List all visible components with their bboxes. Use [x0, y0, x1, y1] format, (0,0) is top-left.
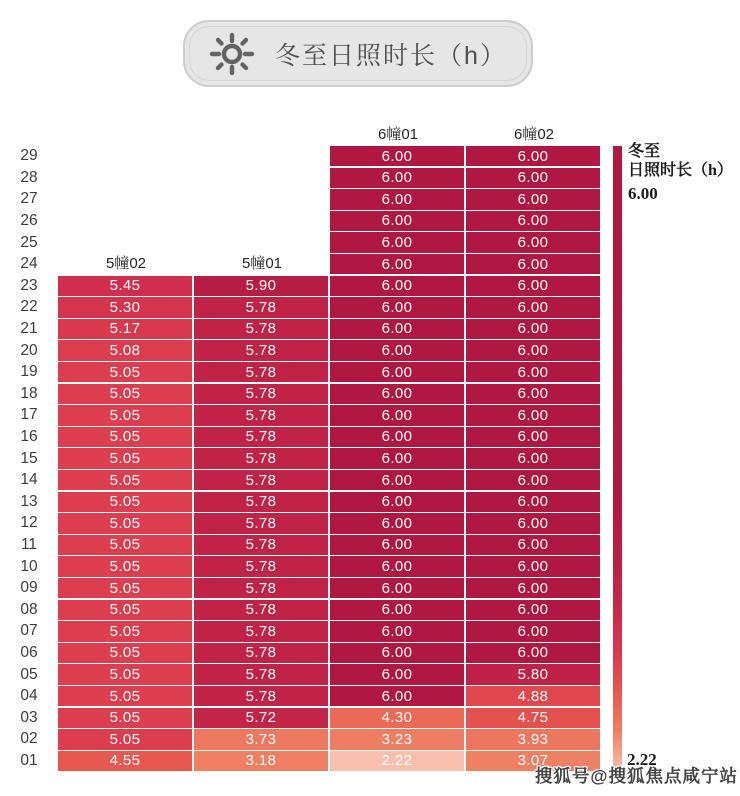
heatmap-cell: 5.78	[194, 340, 328, 360]
heatmap-cell: 4.30	[330, 708, 464, 728]
heatmap-cell: 6.00	[466, 384, 600, 404]
heatmap-cell: 5.78	[194, 297, 328, 317]
heatmap-cell: 5.78	[194, 600, 328, 620]
chart-title-banner	[183, 20, 533, 87]
heatmap-cell: 5.05	[58, 600, 192, 620]
heatmap-cell: 6.00	[330, 578, 464, 598]
heatmap-cell: 6.00	[330, 211, 464, 231]
heatmap-cell: 6.00	[330, 535, 464, 555]
floor-label: 19	[20, 363, 38, 381]
heatmap-cell: 6.00	[330, 362, 464, 382]
floor-label: 21	[20, 319, 38, 337]
heatmap-cell: 5.30	[58, 297, 192, 317]
heatmap-cell: 5.78	[194, 319, 328, 339]
heatmap-cell: 5.78	[194, 535, 328, 555]
floor-label: 09	[20, 579, 38, 597]
floor-label: 20	[20, 341, 38, 359]
heatmap-cell: 6.00	[330, 513, 464, 533]
heatmap-cell: 5.78	[194, 578, 328, 598]
heatmap-cell: 5.05	[58, 513, 192, 533]
heatmap-cell: 6.00	[466, 189, 600, 209]
floor-label: 14	[20, 471, 38, 489]
heatmap-cell: 3.18	[194, 751, 328, 771]
heatmap-cell: 5.78	[194, 621, 328, 641]
heatmap-cell: 6.00	[466, 578, 600, 598]
floor-label: 03	[20, 708, 38, 726]
floor-label: 02	[20, 730, 38, 748]
column-header: 5幢02	[105, 255, 147, 273]
heatmap-cell: 4.75	[466, 708, 600, 728]
heatmap-cell: 6.00	[330, 686, 464, 706]
heatmap-cell: 6.00	[466, 297, 600, 317]
heatmap-cell: 6.00	[330, 448, 464, 468]
heatmap-cell: 6.00	[466, 448, 600, 468]
heatmap-cell: 5.05	[58, 729, 192, 749]
heatmap-cell: 6.00	[466, 276, 600, 296]
floor-label: 15	[20, 449, 38, 467]
heatmap-cell: 6.00	[466, 168, 600, 188]
heatmap-cell: 5.05	[58, 362, 192, 382]
heatmap-cell: 5.45	[58, 276, 192, 296]
floor-label: 10	[20, 557, 38, 575]
heatmap-cell: 5.78	[194, 492, 328, 512]
heatmap-cell: 5.05	[58, 578, 192, 598]
heatmap-cell: 6.00	[330, 189, 464, 209]
heatmap-cell: 6.00	[330, 168, 464, 188]
heatmap-cell: 6.00	[466, 492, 600, 512]
heatmap-cell: 5.78	[194, 513, 328, 533]
heatmap-cell: 5.78	[194, 664, 328, 684]
heatmap-cell: 5.90	[194, 276, 328, 296]
floor-label: 29	[20, 147, 38, 165]
heatmap-cell: 6.00	[330, 340, 464, 360]
heatmap-cell: 6.00	[466, 643, 600, 663]
heatmap-cell: 6.00	[466, 535, 600, 555]
heatmap-cell: 5.17	[58, 319, 192, 339]
heatmap-cell: 6.00	[466, 556, 600, 576]
legend-max-label: 6.00	[628, 184, 658, 203]
legend-title-line2: 日照时长（h）	[628, 162, 733, 179]
heatmap-cell: 5.80	[466, 664, 600, 684]
floor-label: 06	[20, 643, 38, 661]
heatmap-cell: 5.05	[58, 556, 192, 576]
heatmap-cell: 6.00	[330, 492, 464, 512]
heatmap-cell: 6.00	[330, 384, 464, 404]
heatmap-cell: 6.00	[330, 405, 464, 425]
heatmap-cell: 5.78	[194, 556, 328, 576]
heatmap-cell: 5.78	[194, 448, 328, 468]
heatmap-cell: 3.73	[194, 729, 328, 749]
heatmap-cell: 6.00	[330, 664, 464, 684]
heatmap-cell: 5.78	[194, 405, 328, 425]
heatmap-cell: 6.00	[330, 319, 464, 339]
heatmap-cell: 6.00	[330, 254, 464, 274]
floor-label: 22	[20, 298, 38, 316]
heatmap-cell: 5.05	[58, 427, 192, 447]
heatmap-cell: 6.00	[466, 232, 600, 252]
heatmap-cell: 5.78	[194, 470, 328, 490]
floor-label: 05	[20, 665, 38, 683]
floor-label: 27	[20, 190, 38, 208]
heatmap-cell: 3.93	[466, 729, 600, 749]
heatmap-cell: 6.00	[466, 319, 600, 339]
heatmap-cell: 5.05	[58, 448, 192, 468]
floor-label: 12	[20, 514, 38, 532]
heatmap-cell: 6.00	[466, 254, 600, 274]
heatmap-cell: 5.05	[58, 643, 192, 663]
floor-label: 13	[20, 492, 38, 510]
floor-label: 04	[20, 687, 38, 705]
heatmap-cell: 5.05	[58, 664, 192, 684]
heatmap-cell: 5.05	[58, 686, 192, 706]
heatmap-cell: 5.08	[58, 340, 192, 360]
floor-label: 08	[20, 600, 38, 618]
heatmap-cell: 5.05	[58, 621, 192, 641]
column-header: 6幢01	[377, 125, 419, 143]
floor-label: 24	[20, 255, 38, 273]
heatmap-cell: 6.00	[466, 362, 600, 382]
heatmap-cell: 5.05	[58, 384, 192, 404]
heatmap-cell: 4.55	[58, 751, 192, 771]
heatmap-cell: 6.00	[466, 427, 600, 447]
floor-label: 26	[20, 211, 38, 229]
page-title: 冬至日照时长（h）	[275, 41, 507, 70]
heatmap-cell: 5.05	[58, 535, 192, 555]
heatmap-cell: 6.00	[330, 621, 464, 641]
floor-label: 16	[20, 427, 38, 445]
heatmap-cell: 5.78	[194, 384, 328, 404]
heatmap-cell: 6.00	[330, 276, 464, 296]
column-header: 6幢02	[513, 125, 555, 143]
heatmap-cell: 5.05	[58, 492, 192, 512]
heatmap-cell: 2.22	[330, 751, 464, 771]
heatmap-cell: 6.00	[466, 600, 600, 620]
heatmap-cell: 4.88	[466, 686, 600, 706]
heatmap-cell: 6.00	[466, 340, 600, 360]
heatmap-cell: 6.00	[330, 297, 464, 317]
column-header: 5幢01	[241, 255, 283, 273]
heatmap-cell: 6.00	[330, 232, 464, 252]
legend-title	[628, 142, 733, 180]
floor-label: 18	[20, 384, 38, 402]
heatmap-cell: 6.00	[466, 211, 600, 231]
floor-label: 17	[20, 406, 38, 424]
heatmap-cell: 6.00	[466, 621, 600, 641]
heatmap-cell: 5.05	[58, 405, 192, 425]
watermark: 搜狐号@搜狐焦点咸宁站	[534, 766, 738, 786]
floor-label: 07	[20, 622, 38, 640]
heatmap-cell: 5.78	[194, 362, 328, 382]
floor-label: 25	[20, 233, 38, 251]
heatmap-cell: 5.78	[194, 427, 328, 447]
heatmap-cell: 6.00	[330, 470, 464, 490]
floor-label: 01	[20, 751, 38, 769]
floor-label: 23	[20, 276, 38, 294]
heatmap-cell: 6.00	[466, 146, 600, 166]
floor-label: 28	[20, 168, 38, 186]
legend-colorbar	[613, 146, 622, 774]
legend-title-line1: 冬至	[628, 143, 661, 160]
heatmap-cell: 6.00	[330, 427, 464, 447]
sun-icon	[209, 32, 255, 76]
floor-label: 11	[20, 535, 38, 553]
heatmap-cell: 3.23	[330, 729, 464, 749]
legend-min-label: 2.22	[627, 750, 657, 769]
heatmap-cell: 5.05	[58, 708, 192, 728]
heatmap-cell: 6.00	[330, 146, 464, 166]
heatmap-cell: 3.07	[466, 751, 600, 771]
heatmap-cell: 6.00	[330, 600, 464, 620]
heatmap-cell: 6.00	[330, 556, 464, 576]
heatmap-cell: 5.05	[58, 470, 192, 490]
heatmap-cell: 5.78	[194, 686, 328, 706]
heatmap-cell: 6.00	[466, 513, 600, 533]
heatmap-cell: 6.00	[466, 470, 600, 490]
heatmap-cell: 6.00	[466, 405, 600, 425]
heatmap-cell: 5.78	[194, 643, 328, 663]
heatmap-cell: 6.00	[330, 643, 464, 663]
heatmap-cell: 5.72	[194, 708, 328, 728]
